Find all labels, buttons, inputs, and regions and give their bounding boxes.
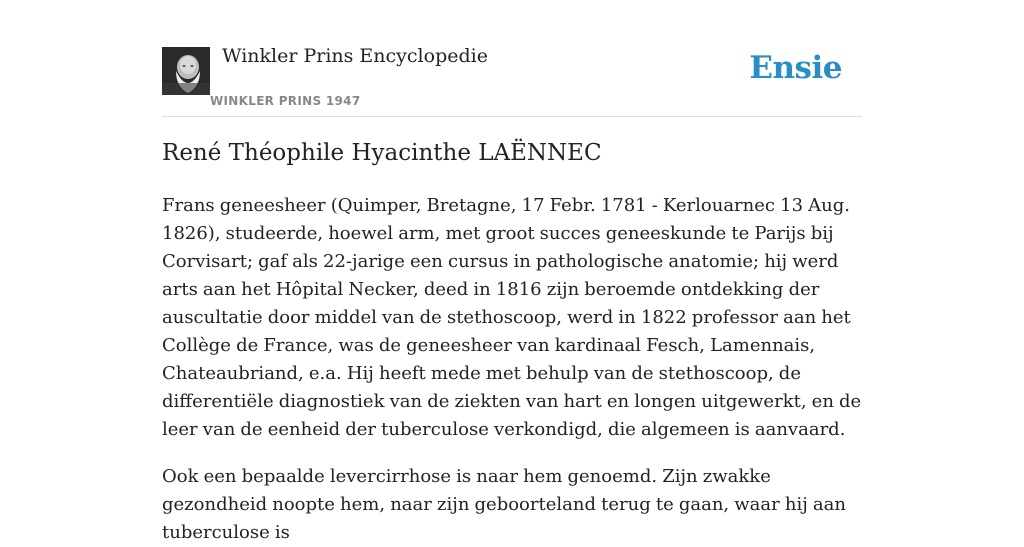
- source-subtitle: WINKLER PRINS 1947: [210, 94, 361, 108]
- source-header: [162, 0, 862, 117]
- source-title[interactable]: Winkler Prins Encyclopedie: [222, 45, 488, 67]
- source-avatar[interactable]: [162, 47, 210, 95]
- brand-logo[interactable]: Ensie: [749, 50, 842, 86]
- article-paragraph: Frans geneesheer (Quimper, Bretagne, 17 Febr. 1781 - Kerlouarnec 13 Aug. 1826), studeerde, hoewel arm, met groot succes geneeskunde te Parijs bij Corvisart; gaf als 22-jarige een cursus in pathologische anatomie; hij werd arts aan het Hôpital Necker, deed in 1816 zijn beroemde ontdekking der auscultatie door middel van de stethoscoop, werd in 1822 professor aan het Collège de France, was de geneesheer van kardinaal Fesch, Lamennais, Chateaubriand, e.a. Hij heeft mede met behulp van de stethoscoop, de differentiële diagnostiek van de ziekten van hart en longen uitgewerkt, en de leer van de eenheid der tuberculose verkondigd, die algemeen is aanvaard.: [162, 195, 862, 440]
- article-paragraph: Ook een bepaalde levercirrhose is naar hem genoemd. Zijn zwakke gezondheid noopte hem, naar zijn geboorteland terug te gaan, waar hij aan tuberculose is: [162, 466, 846, 543]
- article-title: René Théophile Hyacinthe LAËNNEC: [162, 140, 602, 166]
- bearded-man-portrait-icon: [162, 47, 210, 95]
- content-container: [162, 0, 862, 543]
